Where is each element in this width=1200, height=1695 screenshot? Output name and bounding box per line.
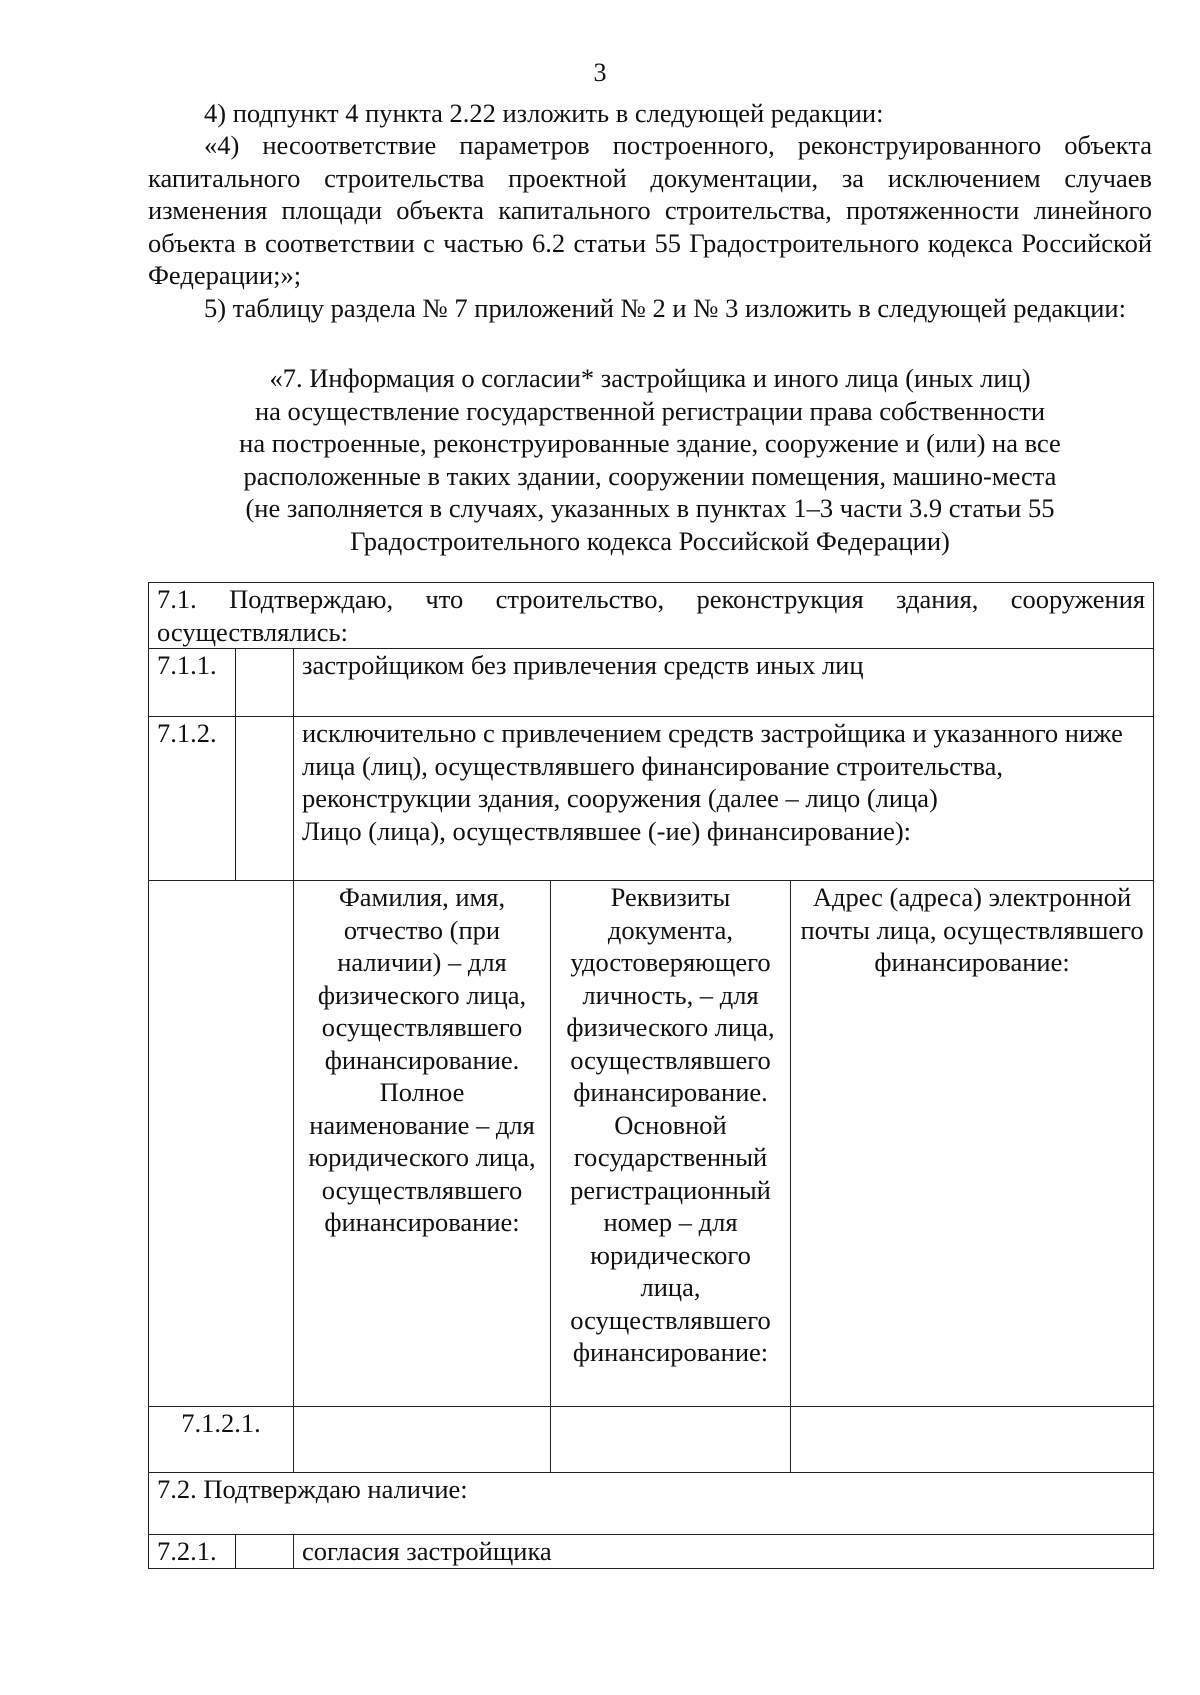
row-7-1-header: 7.1. Подтверждаю, что строительство, реконструкция здания, сооружения осуществлялись: bbox=[149, 583, 1154, 649]
row-7-1-2-text bbox=[294, 717, 1154, 881]
row-7-1-2-1-email-cell[interactable] bbox=[791, 1407, 1154, 1473]
section-7-title bbox=[148, 362, 1152, 557]
paragraph-quoted-item-4: «4) несоответствие параметров построенного, реконструированного объекта капитального строительства проектной документации, за исключением случаев изменения площади объекта капитального строительства, протяженности линейного объекта в соответствии с частью 6.2 статьи 55 Градостроительного кодекса Российской Федерации;»; bbox=[148, 130, 1152, 290]
title-line: «7. Информация о согласии* застройщика и иного лица (иных лиц) bbox=[269, 363, 1031, 393]
title-line: расположенные в таких здании, сооружении помещения, машино-места bbox=[243, 460, 1057, 491]
row-7-2-1-checkbox-cell[interactable] bbox=[236, 1535, 294, 1569]
title-line: на построенные, реконструированные здание, сооружение и (или) на все bbox=[239, 428, 1061, 458]
row-7-1-2-1-document-cell[interactable] bbox=[551, 1407, 791, 1473]
title-line: (не заполняется в случаях, указанных в пунктах 1–3 части 3.9 статьи 55 bbox=[245, 493, 1055, 523]
row-7-2-header: 7.2. Подтверждаю наличие: bbox=[149, 1473, 1154, 1535]
header-empty-cell bbox=[149, 881, 294, 1407]
row-7-2-1-number: 7.2.1. bbox=[149, 1535, 236, 1569]
row-7-1-2-number: 7.1.2. bbox=[149, 717, 236, 881]
row-7-1-1-checkbox-cell[interactable] bbox=[236, 649, 294, 717]
paragraph-item-5: 5) таблицу раздела № 7 приложений № 2 и № 3 изложить в следующей редакции: bbox=[204, 293, 1126, 323]
consent-table bbox=[148, 582, 1154, 1569]
row-7-1-2-text-main: исключительно с привлечением средств застройщика и указанного ниже лица (лиц), осуществлявшего финансирование строительства, реконструкции здания, сооружения (далее – лицо (лица) bbox=[302, 718, 1123, 813]
row-7-1-1-text: застройщиком без привлечения средств иных лиц bbox=[294, 649, 1154, 717]
row-7-1-2-checkbox-cell[interactable] bbox=[236, 717, 294, 881]
row-7-1-2-text-persons: Лицо (лица), осуществлявшее (-ие) финансирование): bbox=[302, 815, 912, 846]
row-7-2-1-text: согласия застройщика bbox=[294, 1535, 1154, 1569]
row-7-1-2-1-name-cell[interactable] bbox=[294, 1407, 551, 1473]
title-line: Градостроительного кодекса Российской Федерации) bbox=[350, 525, 950, 556]
column-header-email: Адрес (адреса) электронной почты лица, осуществлявшего финансирование: bbox=[791, 881, 1154, 1407]
column-header-name: Фамилия, имя, отчество (при наличии) – для физического лица, осуществлявшего финансирование. Полное наименование – для юридического лица, осуществлявшего финансирование: bbox=[294, 881, 551, 1407]
row-7-1-1-number: 7.1.1. bbox=[149, 649, 236, 717]
column-header-document: Реквизиты документа, удостоверяющего личность, – для физического лица, осуществлявшего финансирование. Основной государственный регистрационный номер – для юридического лица, осуществлявшего финансирование: bbox=[551, 881, 791, 1407]
page-number: 3 bbox=[593, 58, 607, 87]
paragraph-subitem-4: 4) подпункт 4 пункта 2.22 изложить в следующей редакции: bbox=[204, 98, 884, 128]
row-7-1-2-1-number: 7.1.2.1. bbox=[149, 1407, 294, 1473]
title-line: на осуществление государственной регистрации права собственности bbox=[254, 395, 1046, 426]
